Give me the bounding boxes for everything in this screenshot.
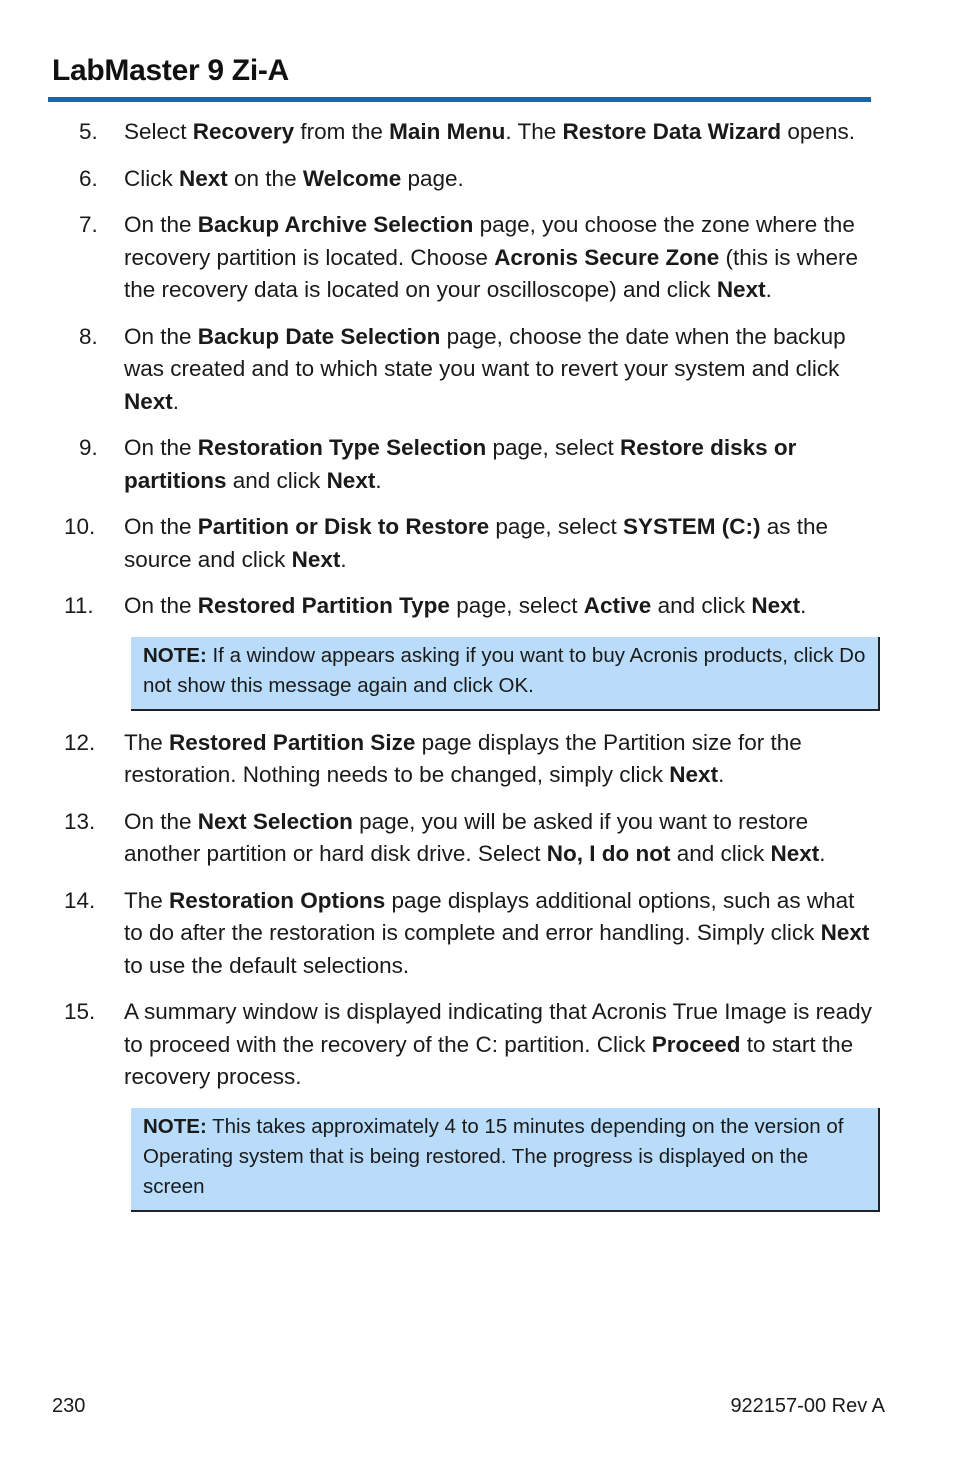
step-emphasis: Proceed xyxy=(651,1031,741,1057)
step-number: 12. xyxy=(64,729,96,755)
procedure-step xyxy=(0,885,954,983)
step-text-run: page, you choose the zone where the recovery partition is located. Choose xyxy=(124,212,855,270)
step-text xyxy=(124,163,874,196)
note-label: NOTE: xyxy=(143,1114,207,1138)
step-emphasis: Next xyxy=(326,467,376,493)
step-text xyxy=(124,996,874,1094)
step-emphasis: SYSTEM (C:) xyxy=(622,514,761,539)
step-text-run: . xyxy=(765,277,772,302)
step-text-run: page, you will be asked if you want to restore another partition or hard disk drive. Select xyxy=(124,808,809,866)
step-text-run: The xyxy=(124,729,170,755)
step-text-run: On the xyxy=(124,514,198,539)
step-emphasis: Main Menu xyxy=(389,119,506,144)
step-text-run: and click xyxy=(651,593,752,618)
procedure-step xyxy=(0,163,954,196)
step-emphasis: Next xyxy=(179,165,228,191)
step-number: 13. xyxy=(64,808,96,834)
step-text-run: to start the recovery process. xyxy=(124,1031,854,1089)
step-text-run: On the xyxy=(124,323,198,349)
procedure-steps xyxy=(0,116,954,1228)
step-text-run: . xyxy=(819,841,826,866)
procedure-step xyxy=(0,996,954,1094)
step-text-run: from the xyxy=(294,119,390,144)
step-text-run: . xyxy=(340,546,347,572)
step-text xyxy=(124,727,874,792)
step-text-run: page displays the Partition size for the restoration. Nothing needs to be changed, simply click xyxy=(124,729,802,787)
step-text-run: On the xyxy=(124,808,198,834)
note-box xyxy=(131,637,880,711)
step-emphasis: Next xyxy=(751,593,801,618)
procedure-step xyxy=(0,727,954,792)
step-text-run: to use the default selections. xyxy=(124,952,410,978)
step-text xyxy=(124,116,874,149)
note-text: If a window appears asking if you want to buy Acronis products, click Do not show this message again and click OK. xyxy=(143,643,866,697)
step-text-run: as the source and click xyxy=(124,514,828,572)
step-text-run: page, select xyxy=(486,435,621,460)
step-emphasis: Active xyxy=(583,593,652,618)
page-number: 230 xyxy=(52,1395,86,1417)
note-text: This takes approximately 4 to 15 minutes depending on the version of Operating system that is being restored. The progress is displayed on the screen xyxy=(143,1114,844,1198)
step-text-run: On the xyxy=(124,593,198,618)
step-number: 5. xyxy=(79,119,98,144)
step-emphasis: Next xyxy=(291,546,341,572)
step-emphasis: Next xyxy=(716,277,766,302)
step-text-run: On the xyxy=(124,435,198,460)
step-text xyxy=(124,432,874,497)
step-emphasis: Next xyxy=(820,920,870,945)
step-text xyxy=(124,209,874,307)
step-emphasis: Welcome xyxy=(302,165,402,191)
step-text-run: and click xyxy=(670,841,771,866)
procedure-step xyxy=(0,806,954,871)
step-text-run: page, select xyxy=(449,593,584,618)
step-text-run: (this is where the recovery data is located on your oscilloscope) and click xyxy=(124,244,859,302)
step-emphasis: Next xyxy=(124,388,173,414)
step-text-run: On the xyxy=(124,212,198,237)
step-text-run: . xyxy=(800,593,807,618)
step-text-run: . xyxy=(718,762,725,787)
header-divider xyxy=(48,97,871,102)
step-text xyxy=(124,321,874,419)
step-number: 6. xyxy=(79,165,98,191)
note-box xyxy=(131,1108,880,1212)
note-label: NOTE: xyxy=(143,643,207,667)
step-text-run: . xyxy=(172,388,180,414)
step-emphasis: Restoration Type Selection xyxy=(197,435,487,460)
step-number: 9. xyxy=(79,435,98,460)
step-emphasis: Backup Archive Selection xyxy=(197,212,474,237)
step-text-run: opens. xyxy=(781,119,855,144)
step-text-run: A summary window is displayed indicating that Acronis True Image is ready to proceed with the recovery of the C: partition. Click xyxy=(124,999,872,1057)
step-text-run: The xyxy=(124,887,170,913)
step-text-run: page, select xyxy=(489,514,623,539)
step-emphasis: Restore Data Wizard xyxy=(562,119,782,144)
step-emphasis: Next Selection xyxy=(197,808,353,834)
step-number: 7. xyxy=(79,212,98,237)
step-emphasis: Partition or Disk to Restore xyxy=(197,514,490,539)
step-text xyxy=(124,885,874,983)
step-text-run: . The xyxy=(505,119,563,144)
step-emphasis: Restored Partition Size xyxy=(169,729,416,755)
step-emphasis: Restoration Options xyxy=(169,887,386,913)
step-number: 11. xyxy=(64,593,94,618)
step-emphasis: Next xyxy=(669,762,719,787)
document-id: 922157-00 Rev A xyxy=(730,1395,885,1417)
step-text xyxy=(124,806,874,871)
procedure-step xyxy=(0,209,954,307)
step-text-run: page displays additional options, such as what to do after the restoration is complete and error handling. Simply click xyxy=(124,887,855,945)
procedure-step xyxy=(0,116,954,149)
procedure-step xyxy=(0,321,954,419)
step-text xyxy=(124,511,874,576)
step-emphasis: Acronis Secure Zone xyxy=(494,244,720,270)
step-emphasis: Recovery xyxy=(192,119,295,144)
step-text-run: on the xyxy=(227,165,303,191)
step-emphasis: Restore disks or partitions xyxy=(124,435,797,493)
step-emphasis: Next xyxy=(770,841,820,866)
procedure-step xyxy=(0,432,954,497)
step-text-run: page. xyxy=(401,165,464,191)
step-emphasis: No, I do not xyxy=(546,841,671,866)
procedure-step xyxy=(0,511,954,576)
step-text-run: page, choose the date when the backup was created and to which state you want to revert your system and click xyxy=(124,323,846,381)
step-emphasis: Backup Date Selection xyxy=(197,323,441,349)
step-text-run: Click xyxy=(124,165,179,191)
step-text xyxy=(124,590,874,623)
step-number: 10. xyxy=(64,514,96,539)
page-title: LabMaster 9 Zi-A xyxy=(52,54,289,87)
step-text-run: and click xyxy=(226,467,327,493)
step-number: 14. xyxy=(64,887,96,913)
step-emphasis: Restored Partition Type xyxy=(197,593,450,618)
procedure-step xyxy=(0,590,954,623)
step-number: 8. xyxy=(79,323,98,349)
step-number: 15. xyxy=(64,999,96,1024)
step-text-run: . xyxy=(375,467,382,493)
step-text-run: Select xyxy=(124,119,193,144)
